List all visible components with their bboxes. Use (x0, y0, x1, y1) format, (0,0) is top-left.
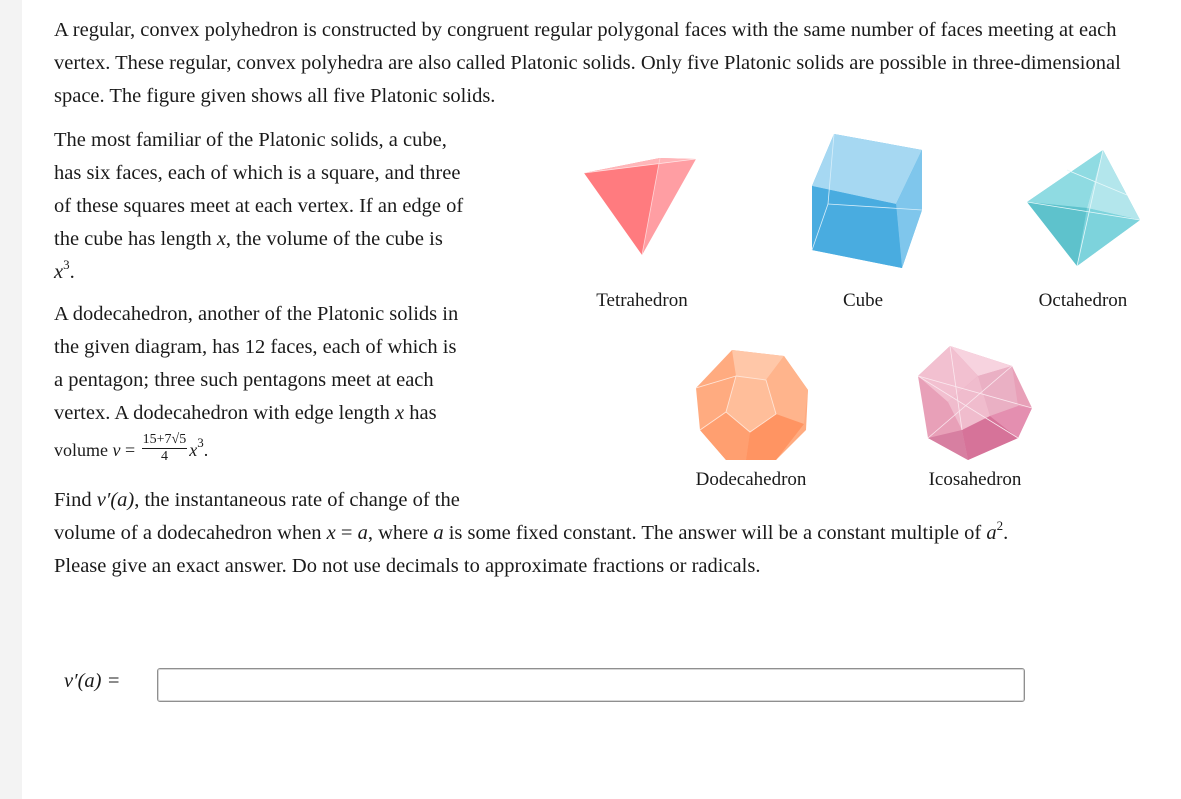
var-x: x (216, 228, 226, 250)
fraction-denominator: 4 (160, 449, 168, 465)
cube-line-3: of these squares meet at each vertex. If an edge of (54, 195, 464, 217)
exponent: 3 (63, 257, 70, 272)
volume-formula (54, 434, 514, 468)
dodeca-line-4 (54, 397, 514, 430)
answer-label: v′(a) = (64, 670, 121, 692)
cube-line-1: The most familiar of the Platonic solids, a cube, (54, 129, 447, 151)
var-x: x (189, 440, 198, 460)
var-v: v (112, 440, 121, 460)
text: the cube has length (54, 228, 217, 250)
text: , where (367, 522, 434, 544)
dodecahedron-paragraph (54, 298, 514, 468)
var-x: x (395, 402, 405, 424)
var-x: x (54, 261, 64, 283)
var-a: a (357, 522, 368, 544)
var-a: a (433, 522, 444, 544)
period: . (69, 261, 75, 283)
icosahedron-figure (918, 346, 1033, 461)
cube-line-4 (54, 223, 514, 256)
text: , the instantaneous rate of change of the (134, 489, 460, 511)
tetrahedron-figure (580, 155, 700, 265)
exponent: 2 (996, 518, 1004, 533)
var-x: x (326, 522, 336, 544)
question-line-3: Please give an exact answer. Do not use decimals to approximate fractions or radicals. (54, 555, 761, 577)
question-paragraph (54, 484, 1164, 583)
octahedron-figure (1027, 150, 1142, 268)
dodecahedron-figure (696, 350, 811, 462)
derivative: v′(a) (96, 489, 135, 511)
equals: = (120, 440, 140, 460)
fraction (142, 432, 188, 465)
intro-paragraph: A regular, convex polyhedron is constructed by congruent regular polygonal faces with the same number of faces meeting at each vertex. These regular, convex polyhedra are also called Platonic solids. Only five Platonic solids are possible in three-dimensional space. The figure given shows all five Platonic solids. (54, 19, 1121, 107)
cube-figure (806, 134, 926, 269)
period: . (1003, 522, 1009, 544)
octahedron-label: Octahedron (1038, 290, 1128, 311)
text: vertex. A dodecahedron with edge length (54, 402, 395, 424)
exponent: 3 (197, 435, 204, 450)
fraction-numerator: 15+7√5 (142, 432, 187, 448)
text: Find (54, 489, 97, 511)
cube-volume (54, 256, 514, 289)
answer-input[interactable] (157, 668, 1025, 702)
dodeca-line-1: A dodecahedron, another of the Platonic solids in (54, 303, 459, 325)
cube-paragraph (54, 124, 514, 289)
dodeca-line-2: the given diagram, has 12 faces, each of which is (54, 336, 457, 358)
question-line-2 (54, 517, 1164, 550)
text: is some fixed constant. The answer will be a constant multiple of (443, 522, 987, 544)
period: . (203, 440, 209, 460)
cube-line-2: has six faces, each of which is a square, and three (54, 162, 461, 184)
dodeca-line-3: a pentagon; three such pentagons meet at each (54, 369, 434, 391)
dodecahedron-label: Dodecahedron (695, 469, 807, 490)
cube-label: Cube (842, 290, 884, 311)
equals: = (335, 522, 358, 544)
tetrahedron-label: Tetrahedron (596, 290, 688, 311)
text: has (404, 402, 437, 424)
text: volume (54, 440, 113, 460)
icosahedron-label: Icosahedron (928, 469, 1022, 490)
var-a: a (986, 522, 997, 544)
text: , the volume of the cube is (225, 228, 443, 250)
text: volume of a dodecahedron when (54, 522, 327, 544)
